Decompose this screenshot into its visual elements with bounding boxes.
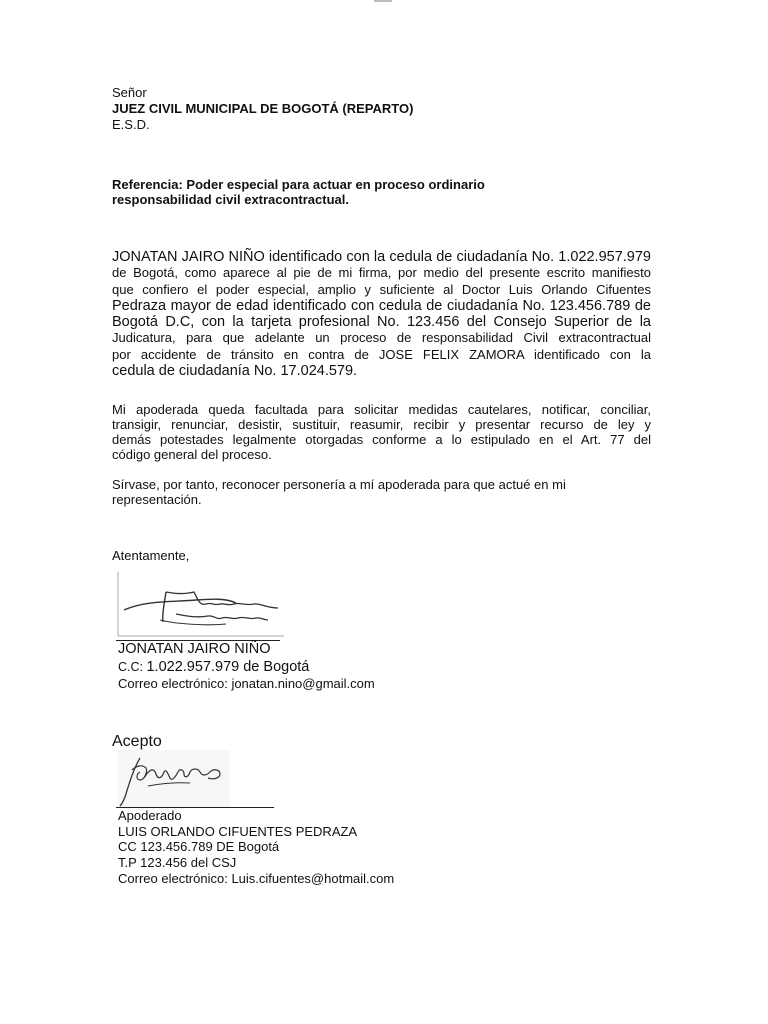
attorney-name: LUIS ORLANDO CIFUENTES PEDRAZA xyxy=(118,824,358,839)
paragraph-faculties xyxy=(112,402,651,462)
accept-label: Acepto xyxy=(112,733,162,750)
reference-line-2: responsabilidad civil extracontractual. xyxy=(112,192,349,207)
p1-line: Pedraza mayor de edad identificado con cedula de ciudadanía No. 123.456.789 de xyxy=(112,297,651,314)
grantor-id-prefix: C.C: xyxy=(118,660,147,674)
p1-line: Judicatura, para que adelante un proceso de responsabilidad Civil extracontractual xyxy=(112,330,651,346)
p3-line: representación. xyxy=(112,492,202,507)
paragraph-request xyxy=(112,477,651,507)
p1-line: cedula de ciudadanía No. 17.024.579. xyxy=(112,363,358,380)
addressee: JUEZ CIVIL MUNICIPAL DE BOGOTÁ (REPARTO) xyxy=(112,101,414,116)
p3-line: Sírvase, por tanto, reconocer personería a mí apoderada para que actué en mi xyxy=(112,477,566,492)
p2-line: código general del proceso. xyxy=(112,447,272,462)
p1-line: JONATAN JAIRO NIÑO identificado con la cedula de ciudadanía No. 1.022.957.979 xyxy=(112,249,651,265)
attorney-signature xyxy=(118,750,230,808)
reference-line-1: Referencia: Poder especial para actuar en proceso ordinario xyxy=(112,177,485,192)
salutation: Señor xyxy=(112,85,147,100)
grantor-id: 1.022.957.979 de Bogotá xyxy=(146,659,310,675)
grantor-email: Correo electrónico: jonatan.nino@gmail.com xyxy=(118,676,375,691)
grantor-signature xyxy=(116,570,286,640)
attorney-email: Correo electrónico: Luis.cifuentes@hotmail.com xyxy=(118,871,395,886)
attorney-role: Apoderado xyxy=(118,808,182,823)
p1-line: por accidente de tránsito en contra de JOSE FELIX ZAMORA identificado con la xyxy=(112,346,651,362)
p2-line: transigir, renunciar, desistir, sustituir, reasumir, recibir y presentar recurso de ley y xyxy=(112,417,651,432)
grantor-id-line xyxy=(118,659,309,675)
esd-line: E.S.D. xyxy=(112,117,150,132)
closing: Atentamente, xyxy=(112,548,190,563)
page-top-mark xyxy=(374,0,392,2)
grantor-name: JONATAN JAIRO NIÑO xyxy=(118,641,271,657)
paragraph-power-grant xyxy=(112,249,651,379)
p2-line: demás potestades legalmente otorgadas conforme a lo estipulado en el Art. 77 del xyxy=(112,432,651,447)
p1-line: de Bogotá, como aparece al pie de mi firma, por medio del presente escrito manifiesto xyxy=(112,265,651,281)
attorney-id: CC 123.456.789 DE Bogotá xyxy=(118,839,280,854)
attorney-tp: T.P 123.456 del CSJ xyxy=(118,855,237,870)
p1-line: que confiero el poder especial, amplio y suficiente al Doctor Luis Orlando Cifuentes xyxy=(112,281,651,297)
p1-line: Bogotá D.C, con la tarjeta profesional No. 123.456 del Consejo Superior de la xyxy=(112,314,651,331)
p2-line: Mi apoderada queda facultada para solicitar medidas cautelares, notificar, conciliar, xyxy=(112,402,651,417)
